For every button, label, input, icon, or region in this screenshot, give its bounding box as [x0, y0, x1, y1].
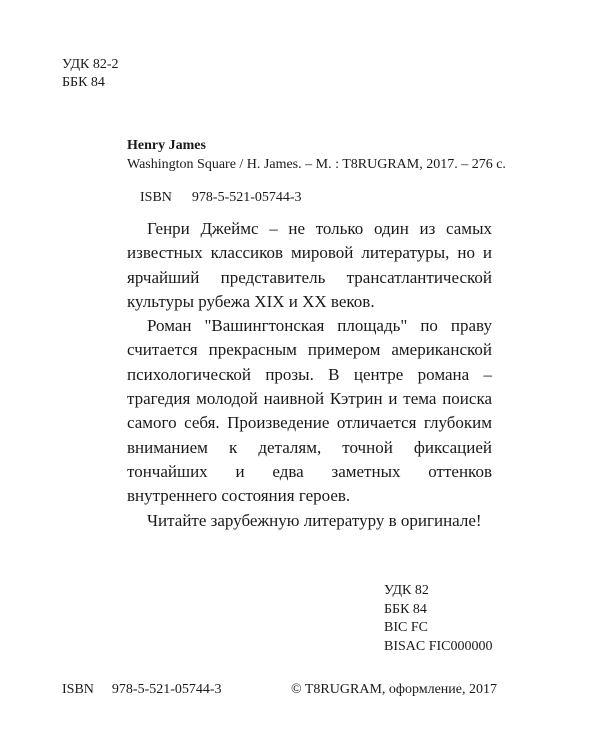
- author-name: Henry James: [127, 138, 206, 153]
- copyright-notice: © T8RUGRAM, оформление, 2017: [291, 682, 498, 697]
- bisac-code: BISAC FIC000000: [384, 638, 493, 654]
- annotation-paragraph: Генри Джеймс – не только один из самых известных классиков мировой литературы, но и ярчайший представитель трансатлантической культуры рубежа XIX и XX веков.: [127, 219, 492, 311]
- bibliographic-record: [127, 136, 506, 174]
- udk-code: УДК 82-2: [62, 57, 119, 72]
- isbn-number: 978-5-521-05744-3: [111, 682, 222, 697]
- bbk-code: ББК 84: [62, 75, 105, 90]
- footer-isbn: [62, 681, 222, 699]
- isbn-label: ISBN: [140, 190, 172, 205]
- bic-code: BIC FC: [384, 620, 428, 635]
- annotation-paragraph: Роман "Вашингтонская площадь" по праву считается прекрасным примером американской психологической прозы. В центре романа – трагедия молодой наивной Кэтрин и тема поиска самого себя. Произведение отличается глубоким вниманием к деталям, точной фиксацией тончайших и едва заметных оттенков внутреннего состояния героев.: [127, 316, 492, 506]
- isbn-number: 978-5-521-05744-3: [191, 190, 302, 205]
- isbn-line: [140, 189, 302, 207]
- annotation: [127, 217, 492, 533]
- bbk-code: ББК 84: [384, 601, 427, 617]
- isbn-label: ISBN: [62, 682, 94, 697]
- classification-codes: [384, 582, 493, 656]
- udk-code: УДК 82: [384, 583, 429, 598]
- top-classification-codes: [62, 56, 119, 92]
- bibliographic-description: Washington Square / H. James. – M. : T8RUGRAM, 2017. – 276 с.: [127, 157, 506, 172]
- annotation-paragraph: Читайте зарубежную литературу в оригинале!: [147, 510, 482, 530]
